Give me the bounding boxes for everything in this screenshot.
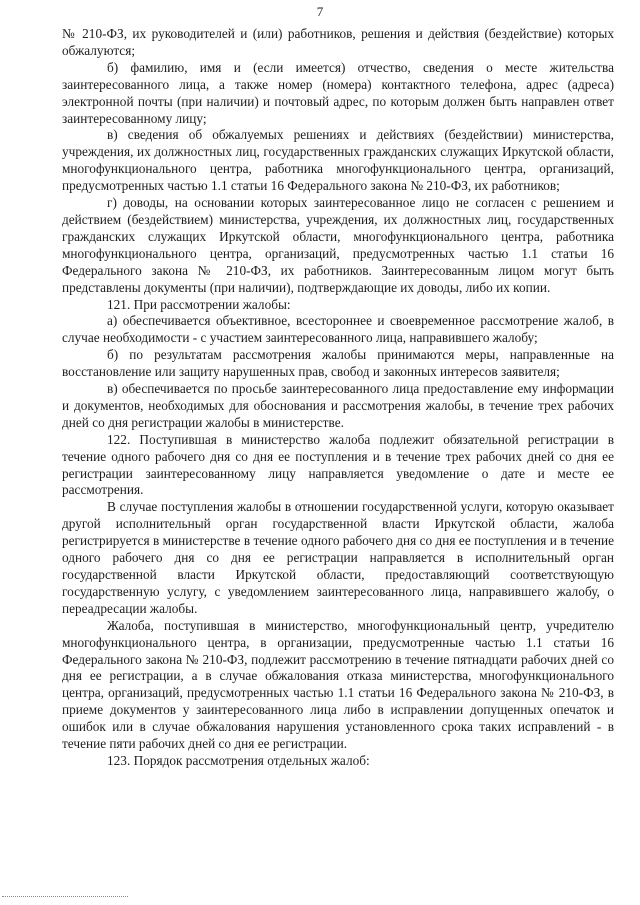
section-heading: 123. Порядок рассмотрения отдельных жалоб: [107, 752, 370, 768]
paragraph: Жалоба, поступившая в министерство, многофункциональный центр, учредителю многофункционального центра, в организации, предусмотренные частью 1.1 статьи 16 Федерального закона № 210-ФЗ, подлежит рассмотрению в течение пятнадцати рабочих дней со дня ее регистрации, а в случае обжалования отказа министерства, многофункционального центра, организаций, предусмотренных частью 1.1 статьи 16 Федерального закона № 210-ФЗ, в приеме документов у заинтересованного лица либо в исправлении допущенных опечаток и ошибок или в случае обжалования нарушения установленного срока таких исправлений - в течение пяти рабочих дней со дня ее регистрации. [62, 617, 614, 752]
paragraph: в) обеспечивается по просьбе заинтересованного лица предоставление ему информации и документов, необходимых для обоснования и рассмотрения жалобы, в течение трех рабочих дней со дня регистрации жалобы в министерстве. [62, 381, 614, 430]
paragraph: № 210-ФЗ, их руководителей и (или) работников, решения и действия (бездействие) которых обжалуются; [62, 26, 614, 58]
paragraph: г) доводы, на основании которых заинтересованное лицо не согласен с решением и действием (бездействием) министерства, учреждения, их должностных лиц, государственных гражданских служащих Иркутской области, многофункционального центра, работника многофункционального центра, организаций, предусмотренных частью 1.1 статьи 16 Федерального закона № 210-ФЗ, их работников. Заинтересованным лицом могут быть представлены документы (при наличии), подтверждающие их доводы, либо их копии. [62, 195, 614, 295]
paragraph: б) фамилию, имя и (если имеется) отчество, сведения о месте жительства заинтересованного лица, а также номер (номера) контактного телефона, адрес (адреса) электронной почты (при наличии) и почтовый адрес, по которым должен быть направлен ответ заинтересованному лицу; [62, 59, 614, 126]
paragraph: 122. Поступившая в министерство жалоба подлежит обязательной регистрации в течение одного рабочего дня со дня ее поступления и в течение трех рабочих дней со дня ее регистрации заинтересованному лицу направляется уведомление о дате и месте ее рассмотрения. [62, 431, 614, 498]
footnote-divider [2, 896, 128, 897]
paragraph: а) обеспечивается объективное, всестороннее и своевременное рассмотрение жалоб, в случае необходимости - с участием заинтересованного лица, направившего жалобу; [62, 313, 614, 346]
paragraph: б) по результатам рассмотрения жалобы принимаются меры, направленные на восстановление или защиту нарушенных прав, свобод и законных интересов заявителя; [62, 347, 614, 380]
paragraph: в) сведения об обжалуемых решениях и действиях (бездействии) министерства, учреждения, их должностных лиц, государственных гражданских служащих Иркутской области, многофункционального центра, работника многофункционального центра, организаций, предусмотренных частью 1.1 статьи 16 Федерального закона № 210-ФЗ, их работников; [62, 127, 614, 194]
section-heading: 121. При рассмотрении жалобы: [107, 296, 291, 312]
page-number: 7 [316, 4, 324, 19]
document-body [62, 26, 614, 770]
paragraph: В случае поступления жалобы в отношении государственной услуги, которую оказывает другой исполнительный орган государственной власти Иркутской области, жалоба регистрируется в министерстве в течение одного рабочего дня со дня ее поступления и в течение одного рабочего дня со дня ее регистрации направляется в исполнительный орган государственной власти Иркутской области, предоставляющий соответствующую государственную услугу, с уведомлением заинтересованного лица, направившего жалобу, о переадресации жалобы. [62, 499, 614, 616]
